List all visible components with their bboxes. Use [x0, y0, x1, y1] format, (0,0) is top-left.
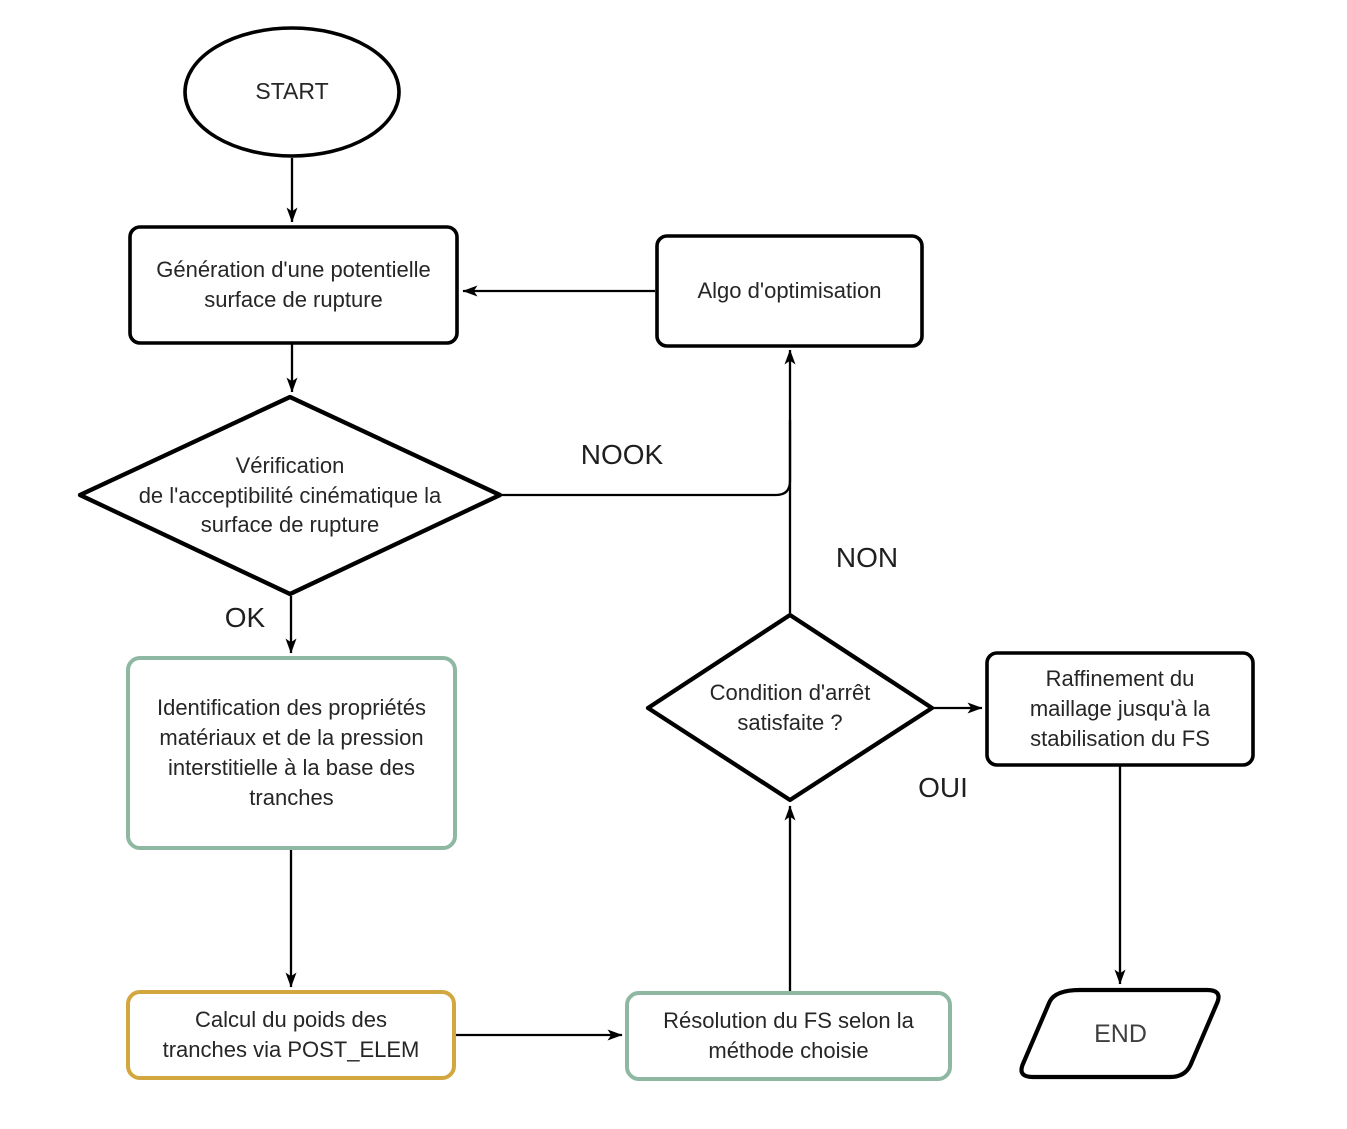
resolution-label: Résolution du FS selon la méthode choisie — [663, 1008, 914, 1063]
algo-label: Algo d'optimisation — [697, 278, 882, 304]
verification-diamond — [80, 397, 500, 594]
identification-label: Identification des propriétés matériaux et de la pression interstitielle à la base des tranches — [156, 695, 427, 810]
start-label: START — [255, 78, 329, 105]
end-label: END — [1094, 1019, 1147, 1048]
algo-box — [657, 236, 922, 346]
edge-label-nook: NOOK — [580, 439, 664, 470]
condition-label: Condition d'arrêt satisfaite ? — [709, 679, 871, 735]
end-parallelogram — [1021, 990, 1218, 1077]
edge-label-ok: OK — [224, 602, 266, 633]
edge-label-oui: OUI — [918, 772, 968, 803]
edge-verification-algo-nook — [502, 420, 790, 495]
raffinement-box — [987, 653, 1253, 765]
raffinement-label: Raffinement du maillage jusqu'à la stabilisation du FS — [1029, 666, 1211, 751]
verification-label: Vérification de l'acceptibilité cinématique la surface de rupture — [138, 452, 442, 538]
edge-label-non: NON — [835, 542, 899, 573]
calcul-box — [128, 992, 454, 1078]
start-ellipse — [185, 28, 399, 156]
identification-box — [128, 658, 455, 848]
resolution-box — [627, 993, 950, 1079]
calcul-label: Calcul du poids des tranches via POST_ELEM — [162, 1007, 420, 1062]
generation-label: Génération d'une potentielle surface de rupture — [156, 257, 431, 312]
condition-diamond — [648, 615, 932, 800]
generation-box — [130, 227, 457, 343]
